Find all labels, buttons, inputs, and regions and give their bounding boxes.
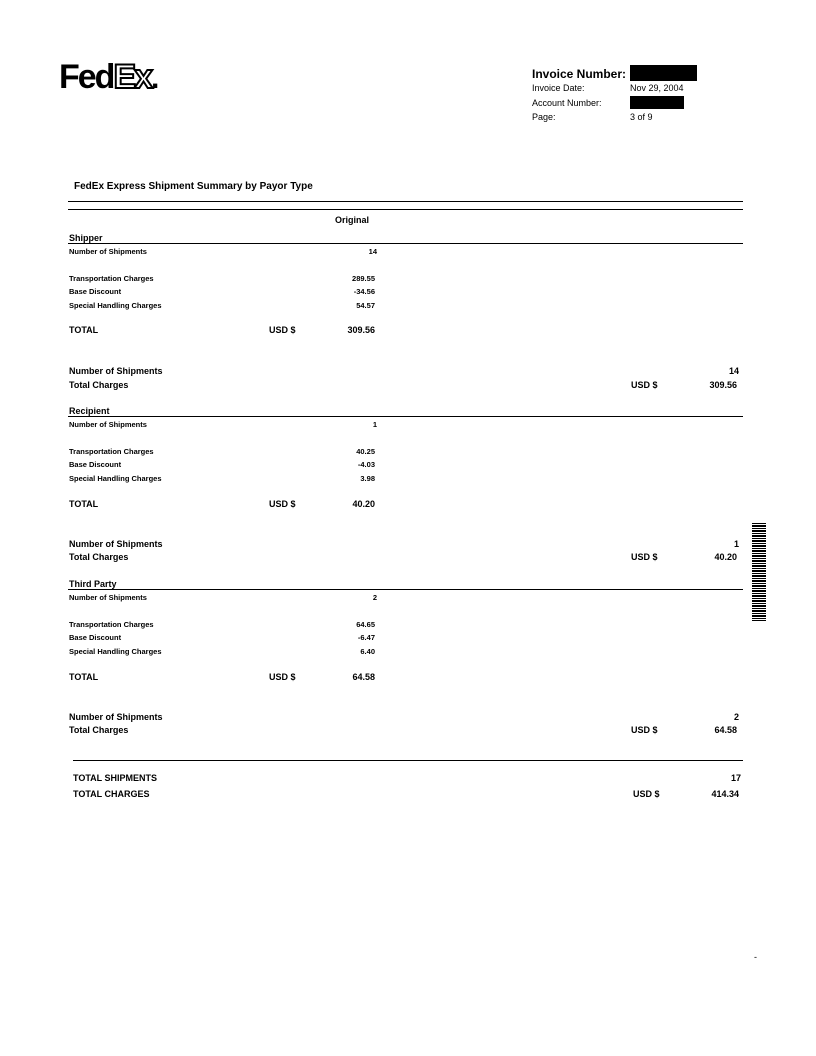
summary-num-shipments-value: 14	[728, 366, 739, 376]
page-label: Page:	[532, 112, 556, 122]
redacted-account-number	[630, 96, 684, 109]
summary-num-shipments-value: 1	[733, 539, 739, 549]
transportation-charges-value: 40.25	[356, 447, 375, 456]
summary-total-charges-label: Total Charges	[69, 380, 129, 390]
num-shipments-value: 14	[368, 247, 377, 256]
num-shipments-label: Number of Shipments	[69, 247, 147, 256]
num-shipments-value: 2	[372, 593, 377, 602]
special-handling-label: Special Handling Charges	[69, 647, 162, 656]
transportation-charges-label: Transportation Charges	[69, 620, 154, 629]
summary-total-charges-value: 309.56	[709, 380, 737, 390]
grand-total-currency: USD $	[633, 789, 660, 799]
total-value: 40.20	[352, 499, 375, 509]
base-discount-label: Base Discount	[69, 287, 122, 296]
base-discount-value: -4.03	[357, 460, 375, 469]
base-discount-value: -6.47	[357, 633, 375, 642]
summary-currency: USD $	[631, 725, 658, 735]
total-value: 64.58	[352, 672, 375, 682]
total-currency: USD $	[269, 672, 296, 682]
num-shipments-label: Number of Shipments	[69, 420, 147, 429]
total-label: TOTAL	[69, 499, 99, 509]
section-title-shipper: Shipper	[69, 233, 103, 243]
summary-currency: USD $	[631, 552, 658, 562]
invoice-date-value: Nov 29, 2004	[630, 83, 684, 93]
column-header-original: Original	[335, 215, 370, 225]
logo-fed: Fed	[59, 58, 114, 96]
total-value: 309.56	[347, 325, 375, 335]
account-number-label: Account Number:	[532, 98, 602, 108]
vertical-barcode	[752, 523, 766, 621]
section-rule	[68, 243, 743, 244]
invoice-number-label: Invoice Number:	[532, 67, 627, 81]
summary-total-charges-label: Total Charges	[69, 725, 129, 735]
logo-ex: Ex	[113, 58, 152, 96]
num-shipments-label: Number of Shipments	[69, 593, 147, 602]
summary-num-shipments-label: Number of Shipments	[69, 539, 163, 549]
total-label: TOTAL	[69, 325, 99, 335]
title-rule-top	[68, 201, 743, 202]
grand-total-shipments-label: TOTAL SHIPMENTS	[73, 773, 158, 783]
special-handling-label: Special Handling Charges	[69, 474, 162, 483]
grand-total-rule	[73, 760, 743, 761]
transportation-charges-value: 64.65	[356, 620, 375, 629]
grand-total-charges-value: 414.34	[711, 789, 739, 799]
title-rule-bottom	[68, 209, 743, 210]
summary-total-charges-value: 40.20	[714, 552, 737, 562]
summary-num-shipments-value: 2	[733, 712, 739, 722]
section-title-recipient: Recipient	[69, 406, 110, 416]
fedex-logo	[59, 60, 157, 94]
transportation-charges-value: 289.55	[352, 274, 375, 283]
section-rule	[68, 416, 743, 417]
section-rule	[68, 589, 743, 590]
logo-dot: .	[151, 62, 158, 95]
page-value: 3 of 9	[630, 112, 653, 122]
grand-total-charges-label: TOTAL CHARGES	[73, 789, 150, 799]
special-handling-value: 6.40	[360, 647, 375, 656]
base-discount-value: -34.56	[353, 287, 375, 296]
base-discount-label: Base Discount	[69, 633, 122, 642]
special-handling-value: 54.57	[356, 301, 375, 310]
base-discount-label: Base Discount	[69, 460, 122, 469]
summary-num-shipments-label: Number of Shipments	[69, 712, 163, 722]
redacted-invoice-number	[630, 65, 697, 81]
total-currency: USD $	[269, 325, 296, 335]
summary-currency: USD $	[631, 380, 658, 390]
transportation-charges-label: Transportation Charges	[69, 447, 154, 456]
summary-num-shipments-label: Number of Shipments	[69, 366, 163, 376]
summary-total-charges-value: 64.58	[714, 725, 737, 735]
special-handling-value: 3.98	[360, 474, 375, 483]
grand-total-shipments-value: 17	[730, 773, 741, 783]
special-handling-label: Special Handling Charges	[69, 301, 162, 310]
total-currency: USD $	[269, 499, 296, 509]
summary-total-charges-label: Total Charges	[69, 552, 129, 562]
report-title: FedEx Express Shipment Summary by Payor Type	[74, 181, 313, 192]
num-shipments-value: 1	[372, 420, 377, 429]
invoice-date-label: Invoice Date:	[532, 83, 585, 93]
footer-mark: -	[754, 952, 757, 962]
section-title-third-party: Third Party	[69, 579, 117, 589]
transportation-charges-label: Transportation Charges	[69, 274, 154, 283]
total-label: TOTAL	[69, 672, 99, 682]
